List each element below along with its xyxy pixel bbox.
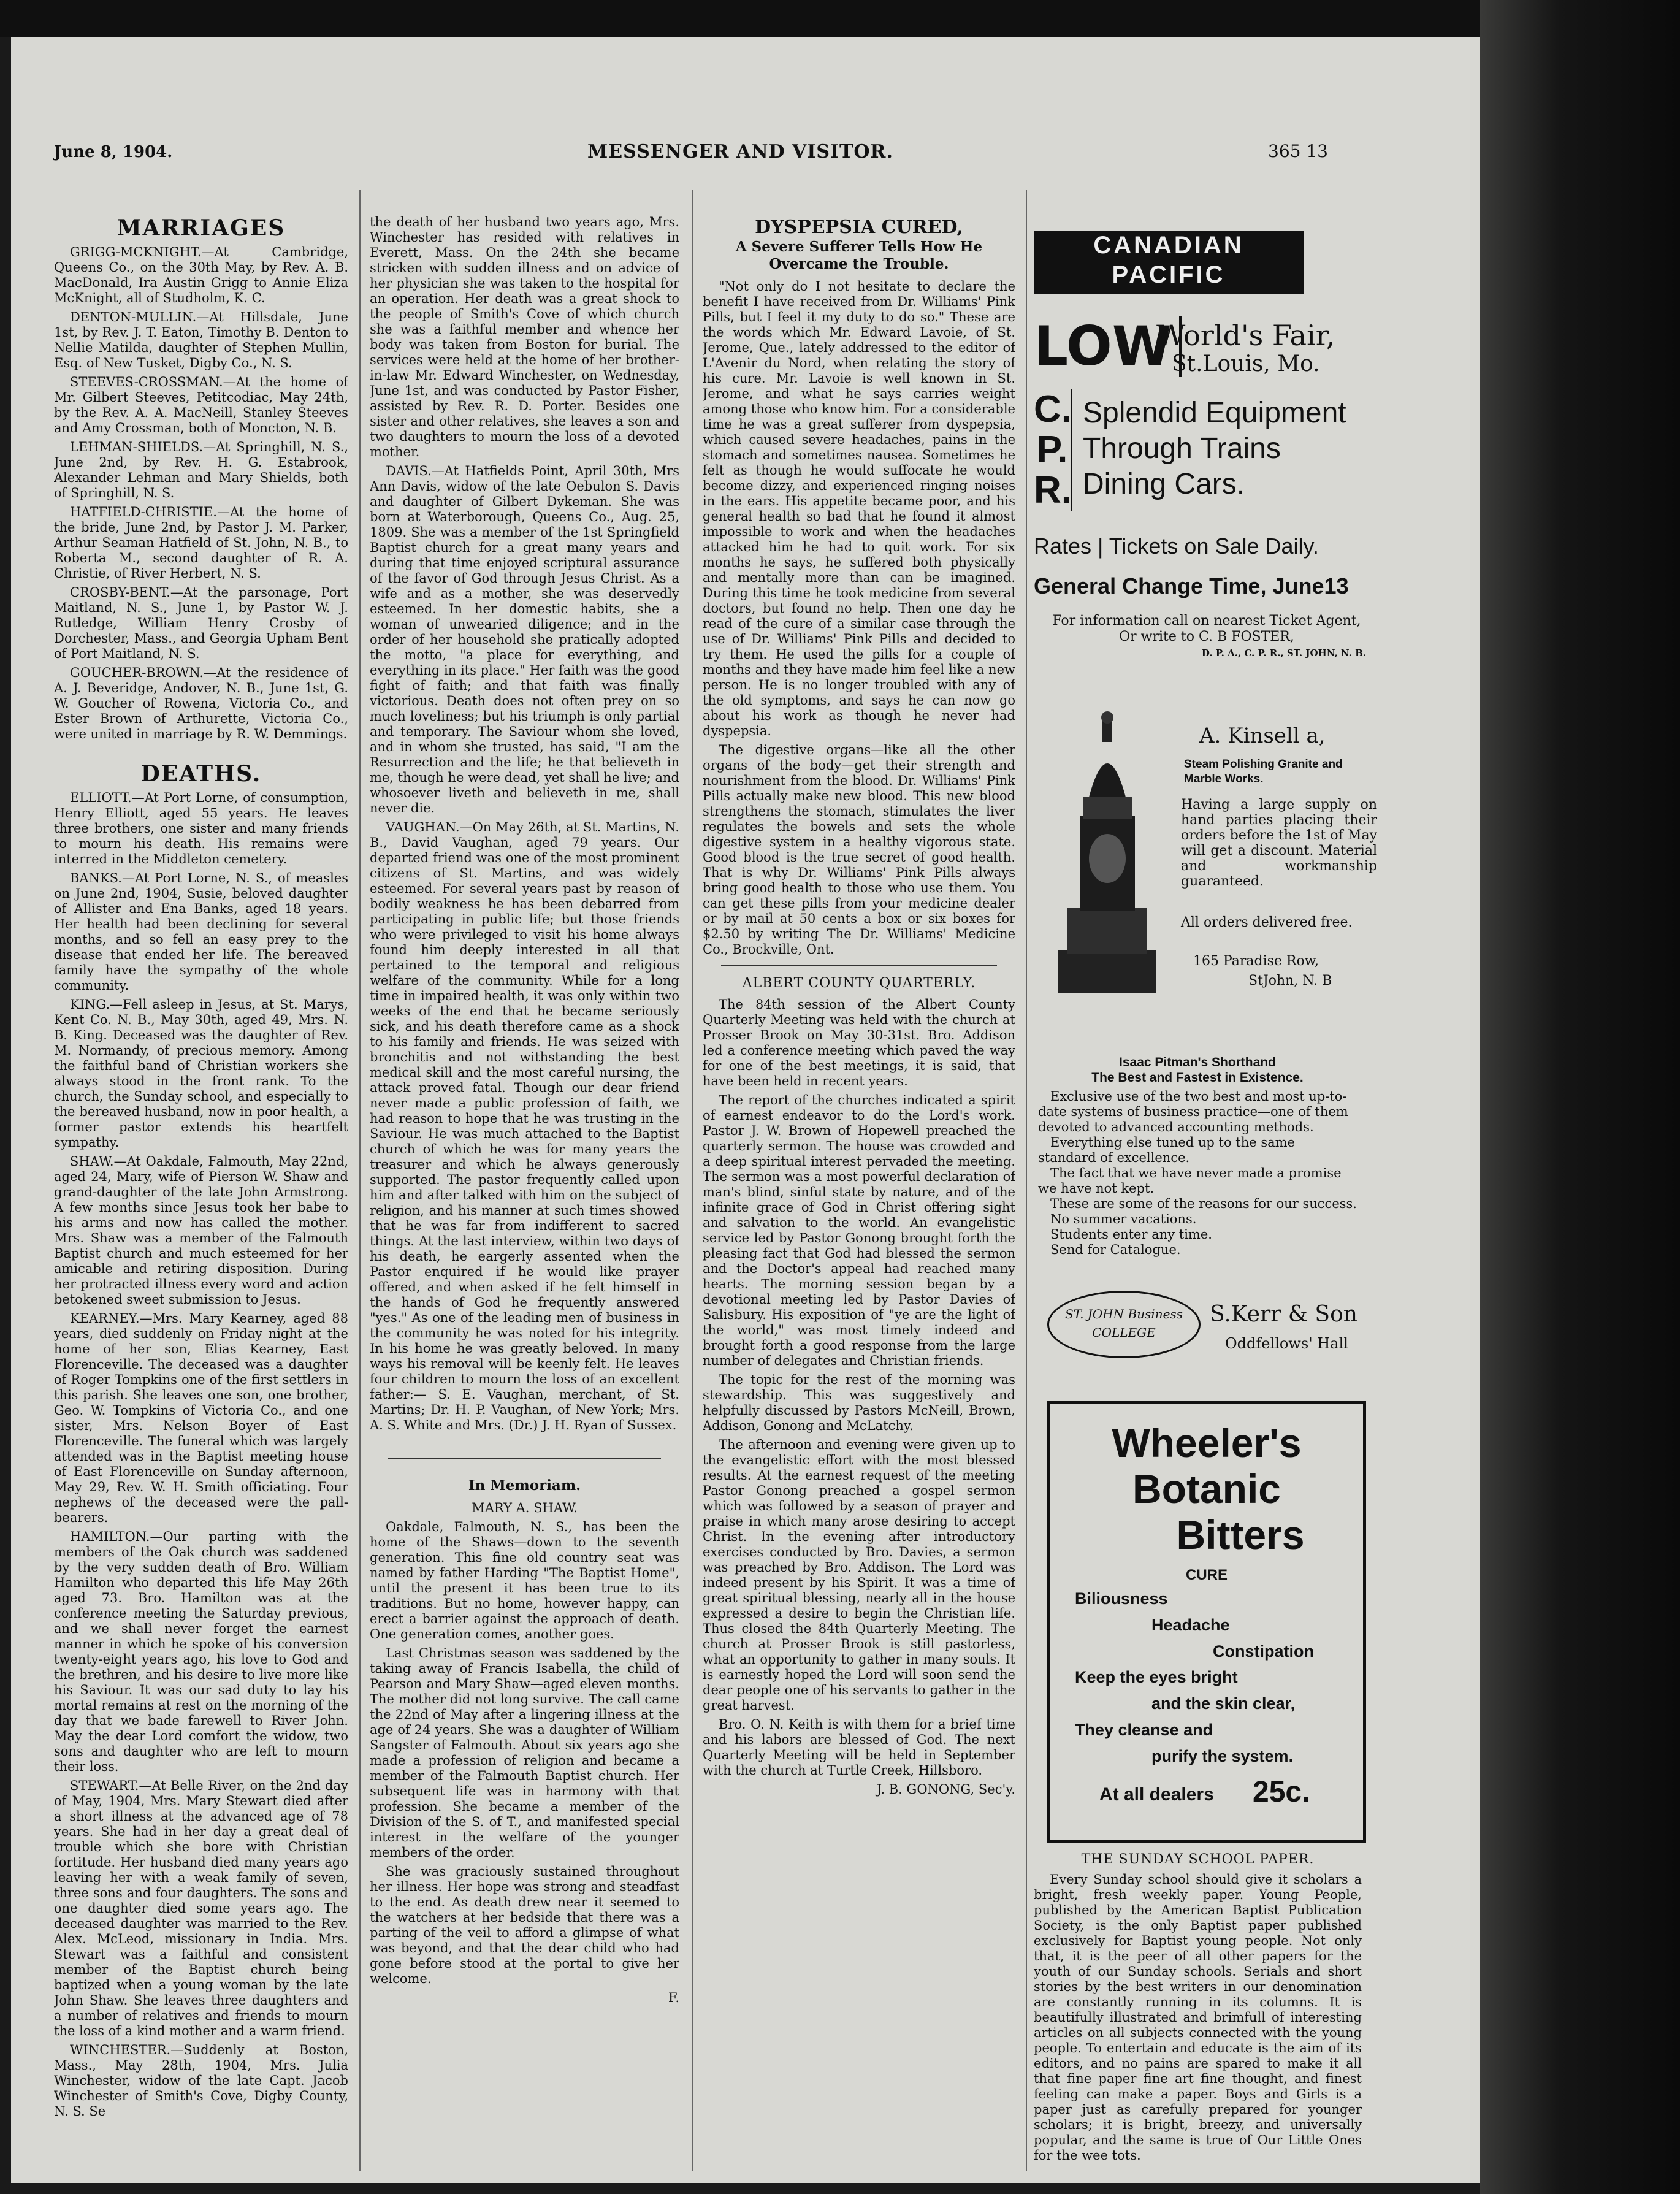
cpr-info-text: For information call on nearest Ticket Agent, Or write to C. B FOSTER, xyxy=(1052,613,1361,644)
pitman-text: No summer vacations. xyxy=(1050,1212,1197,1226)
death-item: ELLIOTT.—At Port Lorne, of consumption, Henry Elliott, aged 55 years. He leaves three brothers, one sister and many friends to mourn his death. His remains were interred in the Middleton cemetery. xyxy=(54,790,348,866)
kinsella-works: Steam Polishing Granite and Marble Works. xyxy=(1184,758,1343,785)
cpr-logo-line2: PACIFIC xyxy=(1112,261,1226,288)
pitman-subheading: The Best and Fastest in Existence. xyxy=(1091,1071,1304,1085)
wheeler-item: Headache xyxy=(1151,1616,1230,1634)
wheeler-line2: Botanic xyxy=(1132,1466,1281,1512)
cpr-equipment xyxy=(1034,389,1402,512)
marriage-item: DENTON-MULLIN.—At Hillsdale, June 1st, by Rev. J. T. Eaton, Timothy B. Denton to Nellie Matilda, daughter of Stephen Mullin, Esq. of New Tusket, Digby Co., N. S. xyxy=(54,310,348,370)
fair-city: St.Louis, Mo. xyxy=(1172,351,1320,376)
kinsella-name: A. Kinsell a, xyxy=(1199,724,1326,748)
wheeler-item: Keep the eyes bright xyxy=(1075,1668,1238,1686)
newspaper-page xyxy=(11,37,1480,2183)
wheeler-item: and the skin clear, xyxy=(1151,1694,1296,1713)
albert-heading: ALBERT COUNTY QUARTERLY. xyxy=(742,976,976,991)
pitman-text: The fact that we have never made a promise we have not kept. xyxy=(1038,1166,1342,1196)
scan-book-edge xyxy=(1480,0,1680,2194)
wheeler-dealers: At all dealers xyxy=(1099,1784,1214,1805)
death-item: KEARNEY.—Mrs. Mary Kearney, aged 88 years, died suddenly on Friday night at the home of her son, Elias Kearney, East Florenceville. The deceased was a daughter of Roger Tompkins one of the first settlers in this parish. She leaves one son, one brother, Geo. W. Tompkins of Victoria Co., and one sister, Mrs. Nelson Boyer of East Florenceville. The funeral which was largely attended was in the Baptist meeting house of East Florenceville on Sunday afternoon, May 29, Rev. W. H. Smith officiating. Four nephews of the deceased were the pall-bearers. xyxy=(54,1311,348,1525)
wheeler-item: Biliousness xyxy=(1075,1589,1168,1608)
cpr-info-agent: D. P. A., C. P. R., ST. JOHN, N. B. xyxy=(1201,648,1366,659)
albert-paragraph: The report of the churches indicated a spirit of earnest endeavor to do the Lord's work. Pastor J. W. Brown of Hopewell preached the quarterly sermon. The house was crowded and a deep spiritual interest pervaded the meeting. The sermon was a most powerful declaration of man's blind, sinful state by nature, and of the infinite grace of God in Christ offering sight and salvation to the world. An evangelistic service led by Pastor Gonong brought forth the pleasing fact that God had blessed the sermon and the Doctor's appeal had reached many hearts. The morning session began by a devotional meeting led by Pastor Davies of Salisbury. His exposition of "ye are the light of the world," was most timely indeed and brought forth a good response from the large number of delegates and Christian friends. xyxy=(703,1093,1015,1368)
business-college-logo: ST. JOHN Business COLLEGE xyxy=(1047,1291,1201,1358)
column-3 xyxy=(703,215,1015,2177)
kerr-ad xyxy=(1047,1291,1366,1364)
memoriam-paragraph: Oakdale, Falmouth, N. S., has been the home of the Shaws—down to the seventh generation. This fine old country seat was named by father Harding "The Baptist Home", until the present it has been true to its traditions. But no home, however happy, can erect a barrier against the approach of death. One generation comes, another goes. xyxy=(370,1519,679,1642)
death-item: VAUGHAN.—On May 26th, at St. Martins, N. B., David Vaughan, aged 79 years. Our departed friend was one of the most prominent citizens of St. Martins, and was widely esteemed. For several years past by reason of bodily weakness he has been debarred from participating in public life; but those friends who were privileged to visit his home always found him deeply interested in all that pertained to the temporal and religious welfare of the community. While for a long time in impaired health, it was only within two weeks of the end that he became seriously sick, and his death therefore came as a shock to his family and friends. He was seized with bronchitis and not withstanding the best medical skill and the most careful nursing, the attack proved fatal. Though our dear friend never made a public profession of faith, we had reason to hope that he was trusting in the Saviour. He was much attached to the Baptist church of which he was for many years the treasurer and which he always generously supported. The pastor frequently called upon him and after talked with him on the subject of religion, and his manner at such times showed that he was far from indifferent to sacred things. At the last interview, within two days of his death, he eargerly assented when the Pastor enquired if he would like prayer offered, and when asked if he felt himself in the hands of God he frequently answered "yes." As one of the leading men of business in the community he was noted for his integrity. In his home he was greatly beloved. In many ways his removal will be keenly felt. He leaves four children to mourn the loss of an excellent father:— S. E. Vaughan, merchant, of St. Martins; Dr. H. P. Vaughan, of New York; Mrs. A. S. White and Mrs. (Dr.) J. H. Ryan of Sussex. xyxy=(370,820,679,1432)
kinsella-text2: All orders delivered free. xyxy=(1181,915,1353,930)
section-divider xyxy=(388,1458,661,1459)
albert-paragraph: The topic for the rest of the morning was stewardship. This was suggestively and helpfully discussed by Pastors McNeill, Brown, Addison, Gonong and McLatchy. xyxy=(703,1372,1015,1433)
dyspepsia-text: "Not only do I not hesitate to declare the benefit I have received from Dr. Williams' Pink Pills, but I feel it my duty to do so." These are the words which Mr. Edward Lavoie, of St. Jerome, Que., lately addressed to the editor of L'Avenir du Nord, when relating the story of his cure. Mr. Lavoie is well known in St. Jerome, and what he says carries weight among those who know him. For a considerable time he was a great sufferer from dyspepsia, which caused severe headaches, pains in the stomach and sometimes nausea. Sometimes he felt as though he would suffocate he would become dizzy, and experienced ringing noises in the ears. His appetite became poor, and his general health so bad that he found it almost impossible to work and when the headaches attacked him he had to quit work. For six months he says, he suffered both physically and mentally more than can be imagined. During this time he took medicine from several doctors, but found no help. Then one day he read of the cure of a similar case through the use of Dr. Williams' Pink Pills and decided to try them. He used the pills for a couple of months and they have made him feel like a new person. He is no longer troubled with any of the old symptoms, and says he can now go about his work as though he never had dyspepsia. xyxy=(703,279,1015,738)
pitman-text: Students enter any time. xyxy=(1050,1227,1212,1242)
death-item: HAMILTON.—Our parting with the members of the Oak church was saddened by the very sudden death of Bro. William Hamilton who departed this life May 26th aged 73. Bro. Hamilton was at the conference meeting the Saturday previous, and we shall never forget the earnest manner in which he spoke of his conversion twenty-eight years ago, his love to God and the brethren, and his desire to live more like his Saviour. It was our sad duty to lay his mortal remains at rest on the morning of the day that we bade farewell to River John. May the dear Lord comfort the widow, two sons and daughter who are left to mourn their loss. xyxy=(54,1529,348,1774)
wheeler-cure: CURE xyxy=(1185,1567,1228,1583)
sunday-text: Every Sunday school should give it scholars a bright, fresh weekly paper. Young People, published by the American Baptist Publication Society, is the only Baptist paper published exclusively for Baptist young people. Not only that, it is the peer of all other papers for the youth of our Sunday schools. Serials and short stories by the best writers in our denomination are constantly running in its columns. It is beautifully illustrated and brimfull of interesting articles on all subjects connected with the young people. To entertain and educate is the aim of its editors, and no pains are spared to make it all that fine paper fine art fine thought, and finest feeling can make a paper. Boys and Girls is a paper just as carefully prepared for younger scholars; it is bright, breezy, and universally popular, and the same is true of Our Little Ones for the wee tots. xyxy=(1034,1872,1362,2163)
column-rule-2 xyxy=(692,190,693,2171)
sunday-heading: THE SUNDAY SCHOOL PAPER. xyxy=(1081,1852,1315,1867)
dyspepsia-text: The digestive organs—like all the other organs of the body—get their strength and nourishment from the blood. Dr. Williams' Pink Pills actually make new blood. This new blood strengthens the stomach, stimulates the liver regulates the bowels and sets the whole digestive system in a healthy vigorous state. Good blood is the true secret of good health. That is why Dr. Williams' Pink Pills always bring good health to those who use them. You can get these pills from your medicine dealer or by mail at 50 cents a box or six boxes for $2.50 by writing The Dr. Williams' Medicine Co., Brockville, Ont. xyxy=(703,743,1015,957)
masthead: MESSENGER AND VISITOR. xyxy=(587,141,893,162)
dyspepsia-subheading: A Severe Sufferer Tells How He Overcame the Trouble. xyxy=(735,239,983,272)
dyspepsia-heading: DYSPEPSIA CURED, xyxy=(755,216,963,238)
kinsella-text: Having a large supply on hand parties placing their orders before the 1st of May will get a discount. Material and workmanship guaranteed. xyxy=(1181,797,1377,889)
memoriam-heading: In Memoriam. xyxy=(468,1477,581,1494)
cpr-low-fares xyxy=(1034,316,1377,383)
memoriam-paragraph: Last Christmas season was saddened by the taking away of Francis Isabella, the child of Pearson and Mary Shaw—aged eleven months. The mother did not long survive. The call came the 22nd of May after a lingering illness at the age of 24 years. She was a daughter of William Sangster of Falmouth. About six years ago she made a profession of religion and became a member of the Falmouth Baptist church. Her subsequent life was in harmony with that profession. She became a member of the Division of the S. of T., and manifested special interest in the welfare of the younger members of the order. xyxy=(370,1646,679,1860)
pitman-text: Exclusive use of the two best and most up-to-date systems of business practice—one of them devoted to advanced accounting methods. xyxy=(1038,1089,1348,1134)
pitman-ad xyxy=(1038,1055,1357,1258)
cpr-rates: Rates | Tickets on Sale Daily. xyxy=(1034,533,1319,559)
wheeler-item: purify the system. xyxy=(1151,1747,1294,1765)
wheeler-item: They cleanse and xyxy=(1075,1721,1213,1739)
cpr-line: Dining Cars. xyxy=(1083,468,1245,500)
kerr-hall: Oddfellows' Hall xyxy=(1225,1335,1348,1352)
marriage-item: GOUCHER-BROWN.—At the residence of A. J. Beveridge, Andover, N. B., June 1st, G. W. Goucher of Rowena, Victoria Co., and Ester Brown of Arthurette, Victoria Co., were united in marriage by R. W. Demmings. xyxy=(54,665,348,741)
kinsella-addr1: 165 Paradise Row, xyxy=(1193,954,1319,969)
memoriam-subheading: MARY A. SHAW. xyxy=(472,1500,578,1515)
cpr-letters xyxy=(1034,389,1072,511)
wheeler-ad xyxy=(1047,1401,1366,1843)
wheeler-item: Constipation xyxy=(1213,1642,1314,1661)
marriage-item: CROSBY-BENT.—At the parsonage, Port Maitland, N. S., June 1, by Pastor W. J. Rutledge, William Henry Crosby of Dorchester, Mass., and Georgia Upham Bent of Port Maitland, N. S. xyxy=(54,585,348,661)
death-item: SHAW.—At Oakdale, Falmouth, May 22nd, aged 24, Mary, wife of Pierson W. Shaw and grand-daughter of the late John Armstrong. A few months since Jesus took her babe to his arms and now has called the mother. Mrs. Shaw was a member of the Falmouth Baptist church and much esteemed for her amicable and retiring disposition. During her protracted illness every word and action betokened sweet submission to Jesus. xyxy=(54,1154,348,1307)
albert-paragraph: The afternoon and evening were given up to the evangelistic effort with the most blessed results. At the earnest request of the meeting Pastor Gonong preached a gospel sermon which was followed by a season of prayer and praise in which many arose desiring to accept Christ. In the evening after introductory exercises conducted by Bro. Davies, a sermon was preached by Bro. Addison. The Lord was indeed present by his Spirit. It was a time of great spiritual blessing, nearly all in the house expressed a desire to begin the Christian life. Thus closed the 84th Quarterly Meeting. The church at Prosser Brook is still pastorless, what an opportunity to gather in many souls. It is earnestly hoped the Lord will soon send the dear people one of his servants to gather in the great harvest. xyxy=(703,1437,1015,1713)
scan-top-border xyxy=(0,0,1680,37)
marriage-item: STEEVES-CROSSMAN.—At the home of Mr. Gilbert Steeves, Petitcodiac, May 24th, by the Rev. A. A. MacNeill, Stanley Steeves and Amy Crossman, both of Moncton, N. B. xyxy=(54,375,348,435)
wheeler-line3: Bitters xyxy=(1176,1512,1305,1558)
cpr-letter: R. xyxy=(1034,469,1072,511)
kinsella-addr2: StJohn, N. B xyxy=(1248,973,1332,988)
marriage-item: HATFIELD-CHRISTIE.—At the home of the bride, June 2nd, by Pastor J. M. Parker, Arthur Seaman Hatfield of St. John, N. B., to Roberta M., second daughter of R. A. Christie, of River Herbert, N. S. xyxy=(54,505,348,581)
pitman-text: These are some of the reasons for our success. xyxy=(1050,1196,1357,1211)
cpr-line: Splendid Equipment xyxy=(1083,397,1346,429)
kerr-name: S.Kerr & Son xyxy=(1210,1302,1357,1327)
cpr-letter: C. xyxy=(1034,388,1072,430)
header-date: June 8, 1904. xyxy=(54,143,173,161)
cpr-equipment-text xyxy=(1083,396,1346,502)
cpr-info xyxy=(1047,613,1366,661)
marriage-item: LEHMAN-SHIELDS.—At Springhill, N. S., June 2nd, by Rev. H. G. Estabrook, Alexander Lehman and Mary Shields, both of Springhill, N. S. xyxy=(54,440,348,500)
marriage-item: GRIGG-MCKNIGHT.—At Cambridge, Queens Co., on the 30th May, by Rev. A. B. MacDonald, Ira Austin Grigg to Annie Eliza McKnight, all of Studholm, K. C. xyxy=(54,245,348,305)
death-item: WINCHESTER.—Suddenly at Boston, Mass., May 28th, 1904, Mrs. Julia Winchester, widow of the late Capt. Jacob Winchester of Smith's Cove, Digby County, N. S. Se xyxy=(54,2043,348,2119)
cpr-logo-line1: CANADIAN xyxy=(1093,232,1244,259)
wheeler-price: 25c. xyxy=(1253,1776,1310,1808)
column-1 xyxy=(54,215,348,2177)
section-divider xyxy=(721,965,997,966)
death-item: DAVIS.—At Hatfields Point, April 30th, Mrs Ann Davis, widow of the late Oebulon S. Davis and daughter of Gilbert Dykeman. She was born at Waterborough, Queens Co., Aug. 25, 1809. She was a member of the 1st Springfield Baptist church for a great many years and during that time enjoyed scriptural assurance of the favor of God through Jesus Christ. As a wife and as a mother, she was deservedly esteemed. In her domestic habits, she a woman of unwearied diligence; and in the order of her household she pratically adopted the motto, "a place for everything, and everything in its place." Her faith was the good fight of faith; and that faith was finally victorious. Death does not often prey on so much loveliness; but his triumph is only partial and temporary. The Saviour whom she loved, and in whom she trusted, has said, "I am the Resurrection and the life; he that believeth in me, though he were dead, yet shall he live; and whosoever liveth and believeth in me, shall never die. xyxy=(370,464,679,816)
page-number: 365 13 xyxy=(1268,141,1328,161)
column-rule-3 xyxy=(1026,190,1027,2171)
column-2 xyxy=(370,215,679,2177)
death-item: BANKS.—At Port Lorne, N. S., of measles on June 2nd, 1904, Susie, beloved daughter of Allister and Ena Banks, aged 18 years. Her health had been declining for several months, and so fell an easy prey to the disease that ended her life. The bereaved family have the sympathy of the whole community. xyxy=(54,871,348,993)
death-item: the death of her husband two years ago, Mrs. Winchester has resided with relatives in Everett, Mass. On the 24th she became stricken with sudden illness and on advice of her physician she was taken to the hospital for an operation. Her death was a great shock to the people of Smith's Cove of which church she was a faithful member and whence her body was taken from Boston for burial. The services were held at the home of her brother-in-law Mr. Edward Winchester, on Wednesday, June 1st, and was conducted by Pastor Fisher, assisted by Rev. R. D. Porter. Besides one sister and other relatives, she leaves a son and two daughters to mourn the loss of a devoted mother. xyxy=(370,215,679,459)
cpr-change-time: General Change Time, June13 xyxy=(1034,573,1349,598)
low-word: LOW xyxy=(1034,316,1182,377)
cpr-line: Through Trains xyxy=(1083,432,1281,465)
column-rule-1 xyxy=(359,190,361,2171)
pitman-text: Everything else tuned up to the same standard of excellence. xyxy=(1038,1135,1296,1165)
cpr-letter: P. xyxy=(1036,429,1068,471)
kinsella-ad xyxy=(1034,705,1383,1000)
deaths-heading: DEATHS. xyxy=(140,761,262,787)
death-item: KING.—Fell asleep in Jesus, at St. Marys, Kent Co. N. B., May 30th, aged 49, Mrs. N. B. King. Deceased was the daughter of Rev. M. Normandy, of precious memory. Among the faithful band of Christian workers she always stood in the front rank. To the church, the Sunday school, and especially to the bereaved husband, now in poor health, a former pastor extends his heartfelt sympathy. xyxy=(54,997,348,1150)
pitman-heading: Isaac Pitman's Shorthand xyxy=(1119,1055,1276,1069)
cpr-logo xyxy=(1034,231,1304,294)
memoriam-signature: F. xyxy=(668,1990,679,2005)
albert-paragraph: Bro. O. N. Keith is with them for a brief time and his labors are blessed of God. The next Quarterly Meeting will be held in September with the church at Turtle Creek, Hillsboro. xyxy=(703,1717,1015,1778)
marriages-heading: MARRIAGES xyxy=(116,215,286,241)
albert-paragraph: The 84th session of the Albert County Quarterly Meeting was held with the church at Prosser Brook on May 30-31st. Bro. Addison led a conference meeting which paved the way for one of the best meetings, it is said, that have been held in recent years. xyxy=(703,997,1015,1088)
albert-signature: J. B. GONONG, Sec'y. xyxy=(876,1782,1015,1797)
memoriam-paragraph: She was graciously sustained throughout her illness. Her hope was strong and steadfast to the end. As death drew near it seemed to the watchers at her bedside that there was a parting of the veil to afford a glimpse of what was beyond, and that the dear child who had gone before stood at the portal to give her welcome. xyxy=(370,1864,679,1986)
sunday-school-article xyxy=(1034,1852,1362,2163)
pitman-text: Send for Catalogue. xyxy=(1050,1242,1181,1257)
death-item: STEWART.—At Belle River, on the 2nd day of May, 1904, Mrs. Mary Stewart died after a short illness at the advanced age of 78 years. She had in her day a great deal of trouble which she bore with Christian fortitude. Her husband died many years ago leaving her with a weak family of seven, three sons and four daughters. The sons and one daughter died some years ago. The deceased daughter was married to the Rev. Alex. McLeod, missionary in India. Mrs. Stewart was a faithful and consistent member of the Baptist church being baptized when a young woman by the late John Shaw. She leaves three daughters and a number of relatives and friends to mourn the loss of a kind mother and a warm friend. xyxy=(54,1778,348,2038)
monument-illustration xyxy=(1046,705,1169,1000)
wheeler-line1: Wheeler's xyxy=(1112,1420,1302,1466)
fair-title: World's Fair, xyxy=(1156,319,1335,352)
